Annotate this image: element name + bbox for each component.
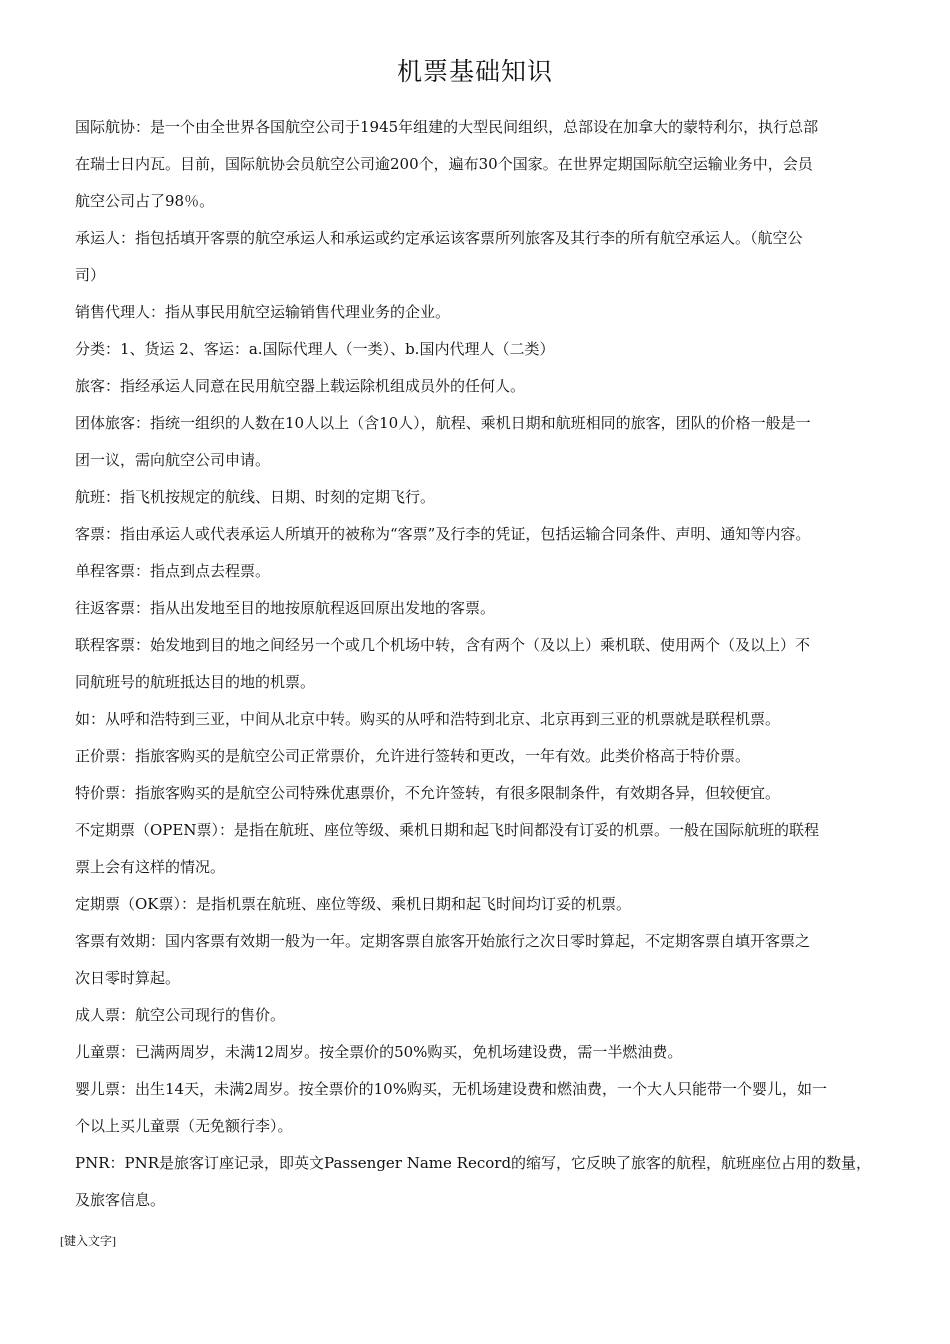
paragraph-validity: [75, 923, 897, 997]
paragraph-line: 成人票：航空公司现行的售价。: [75, 1006, 286, 1024]
paragraph-infant: [75, 1071, 897, 1145]
paragraph-line: 儿童票：已满两周岁，未满12周岁。按全票价的50%购买，免机场建设费，需一半燃油费。: [75, 1043, 683, 1061]
paragraph-line: 分类：1、货运 2、客运：a.国际代理人（一类）、b.国内代理人（二类）: [75, 340, 555, 358]
paragraph-line: 旅客：指经承运人同意在民用航空器上载运除机组成员外的任何人。: [75, 377, 526, 395]
page-title: 机票基础知识: [396, 57, 553, 86]
paragraph-classification: [75, 331, 897, 368]
paragraph-connecting: [75, 627, 897, 701]
paragraph-round-trip: [75, 590, 897, 627]
paragraph-line: 承运人：指包括填开客票的航空承运人和承运或约定承运该客票所列旅客及其行李的所有航空承运人。（航空公: [75, 229, 803, 247]
paragraph-ticket: [75, 516, 897, 553]
paragraph-line: 单程客票：指点到点去程票。: [75, 562, 271, 580]
paragraph-open-ticket: [75, 812, 897, 886]
paragraph-line: 同航班号的航班抵达目的地的机票。: [75, 673, 316, 691]
paragraph-line: PNR：PNR是旅客订座记录，即英文Passenger Name Record的缩写，它反映了旅客的航程，航班座位占用的数量，: [75, 1154, 872, 1172]
paragraph-line: 在瑞士日内瓦。目前，国际航协会员航空公司逾200个，遍布30个国家。在世界定期国际航空运输业务中，会员: [75, 155, 813, 173]
paragraph-line: 定期票（OK票）：是指机票在航班、座位等级、乘机日期和起飞时间均订妥的机票。: [75, 895, 632, 913]
paragraph-line: 客票：指由承运人或代表承运人所填开的被称为“客票”及行李的凭证，包括运输合同条件、声明、通知等内容。: [75, 525, 811, 543]
paragraph-group-passenger: [75, 405, 897, 479]
paragraph-line: 航空公司占了98％。: [75, 192, 215, 210]
paragraph-line: 联程客票：始发地到目的地之间经另一个或几个机场中转，含有两个（及以上）乘机联、使用两个（及以上）不: [75, 636, 811, 654]
paragraph-full-fare: [75, 738, 897, 775]
paragraph-child: [75, 1034, 897, 1071]
paragraph-line: 司）: [75, 266, 106, 284]
paragraph-line: 及旅客信息。: [75, 1191, 166, 1209]
paragraph-adult: [75, 997, 897, 1034]
paragraph-carrier: [75, 220, 897, 294]
paragraph-ok-ticket: [75, 886, 897, 923]
paragraph-line: 不定期票（OPEN票）：是指在航班、座位等级、乘机日期和起飞时间都没有订妥的机票。一般在国际航班的联程: [75, 821, 819, 839]
paragraph-line: 客票有效期：国内客票有效期一般为一年。定期客票自旅客开始旅行之次日零时算起，不定期客票自填开客票之: [75, 932, 811, 950]
paragraph-line: 个以上买儿童票（无免额行李）。: [75, 1117, 293, 1135]
paragraph-passenger: [75, 368, 897, 405]
paragraph-special-fare: [75, 775, 897, 812]
paragraph-flight: [75, 479, 897, 516]
paragraph-line: 如：从呼和浩特到三亚，中间从北京中转。购买的从呼和浩特到北京、北京再到三亚的机票就是联程机票。: [75, 710, 781, 728]
paragraph-line: 正价票：指旅客购买的是航空公司正常票价，允许进行签转和更改，一年有效。此类价格高于特价票。: [75, 747, 751, 765]
paragraph-line: 航班：指飞机按规定的航线、日期、时刻的定期飞行。: [75, 488, 436, 506]
paragraph-pnr: [75, 1145, 897, 1219]
paragraph-line: 销售代理人：指从事民用航空运输销售代理业务的企业。: [75, 303, 451, 321]
paragraph-line: 往返客票：指从出发地至目的地按原航程返回原出发地的客票。: [75, 599, 496, 617]
paragraph-line: 团一议，需向航空公司申请。: [75, 451, 271, 469]
paragraph-line: 次日零时算起。: [75, 969, 181, 987]
paragraph-line: 婴儿票：出生14天，未满2周岁。按全票价的10%购买，无机场建设费和燃油费，一个大人只能带一个婴儿，如一: [75, 1080, 827, 1098]
paragraph-line: 票上会有这样的情况。: [75, 858, 226, 876]
paragraph-line: 国际航协：是一个由全世界各国航空公司于1945年组建的大型民间组织，总部设在加拿大的蒙特利尔，执行总部: [75, 118, 819, 136]
paragraph-example: [75, 701, 897, 738]
paragraph-line: 特价票：指旅客购买的是航空公司特殊优惠票价，不允许签转，有很多限制条件，有效期各异，但较便宜。: [75, 784, 781, 802]
paragraph-iata: [75, 109, 897, 220]
paragraph-sales-agent: [75, 294, 897, 331]
footer-placeholder-text: [键入文字]: [60, 1234, 116, 1248]
paragraph-one-way: [75, 553, 897, 590]
paragraph-line: 团体旅客：指统一组织的人数在10人以上（含10人），航程、乘机日期和航班相同的旅客，团队的价格一般是一: [75, 414, 811, 432]
document-body: [75, 109, 897, 1219]
